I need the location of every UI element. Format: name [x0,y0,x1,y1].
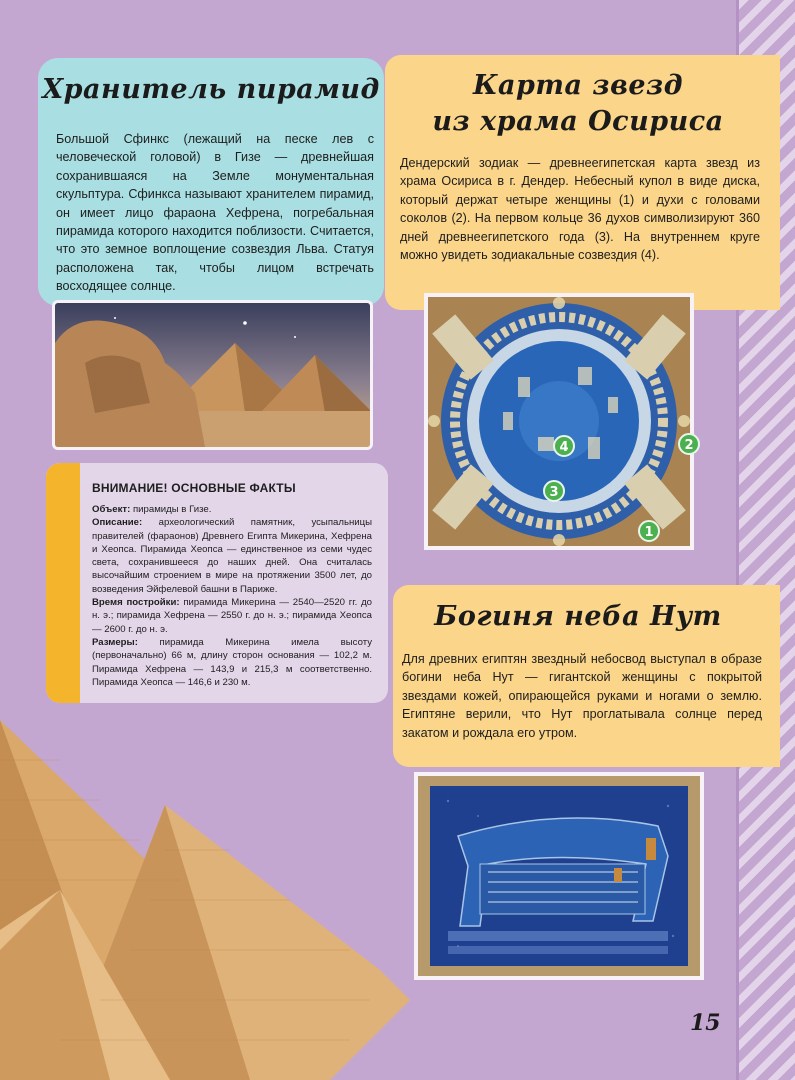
facts-box [46,463,388,703]
facts-time [92,596,372,636]
star-map-title-line1: Карта звезд [472,70,684,101]
facts-size [92,636,372,689]
facts-time-label: Время постройки: [92,597,180,609]
star-map-title-line2: из храма Осириса [432,106,724,137]
facts-description-text: археологический памятник, усыпальницы правителей (фараонов) Древнего Египта Микерина, Хефрена и Хеопса. Пирамида Хеопса — единственное из семи чудес света, сохранившееся до наших дней. Она считалась высочайшим строением в мире на протяжении 3500 лет, до возведения Эйфелевой башни в Париже. [92,517,373,595]
star-map-text: Дендерский зодиак — древнеегипетская карта звезд из храма Осириса в г. Дендер. Небесный купол в виде диска, который держат четыре женщины (1) и духи с головами соколов (2). На первом кольце 36 духов символизируют 360 дней древнеегипетского года (3). На внутреннем круге можно увидеть зодиакальные созвездия (4). [400,156,760,263]
facts-title: ВНИМАНИЕ! ОСНОВНЫЕ ФАКТЫ [92,481,296,495]
pyramids-illustration [0,700,420,1080]
dendera-zodiac-photo [424,293,694,550]
nut-papyrus-photo [414,772,704,980]
zodiac-badge-4: 4 [553,435,575,457]
nut-text: Для древних египтян звездный небосвод выступал в образе богини неба Нут — гигантской женщины с покрытой звездами кожей, опирающейся руками и ногами о землю. Египтяне верили, что Нут проглатывала солнце перед закатом и рождала его утром. [402,652,762,740]
facts-description [92,516,372,596]
facts-accent-bar [46,463,80,703]
page-number: 15 [690,1010,721,1036]
zodiac-badge-2: 2 [678,433,700,455]
facts-object-text: пирамиды в Гизе. [132,504,212,515]
sphinx-title: Хранитель пирамид [42,74,380,105]
zodiac-badge-3: 3 [543,480,565,502]
star-map-title [393,68,763,140]
facts-body [92,503,372,689]
facts-size-label: Размеры: [92,636,138,648]
nut-title: Богиня неба Нут [434,601,722,632]
facts-object-label: Объект: [92,504,131,515]
sphinx-photo [52,300,373,450]
facts-size-text: пирамида Микерина имела высоту (первоначально) 66 м, длину сторон основания — 102,2 м. Пирамида Хефрена — 143,9 и 215,3 м соответственно. Пирамида Хеопса — 146,6 и 230 м. [92,636,373,688]
sphinx-text: Большой Сфинкс (лежащий на песке лев с человеческой головой) в Гизе — древнейшая сохранившаяся на Земле монументальная скульптура. Сфинкса называют хранителем пирамид, он имеет лицо фараона Хефрена, погребальная пирамида которого находится поблизости. Считается, что это земное воплощение созвездия Льва. Статуя расположена так, чтобы лицом встречать восходящее солнце. [56,132,374,294]
zodiac-badge-1: 1 [638,520,660,542]
facts-object [92,503,372,516]
facts-description-label: Описание: [92,517,143,529]
facts-time-text: пирамида Микерина — 2540—2520 гг. до н. э.; пирамида Хефрена — 2550 г. до н. э.; пирамида Хеопса — 2600 г. до н. э. [92,597,373,635]
